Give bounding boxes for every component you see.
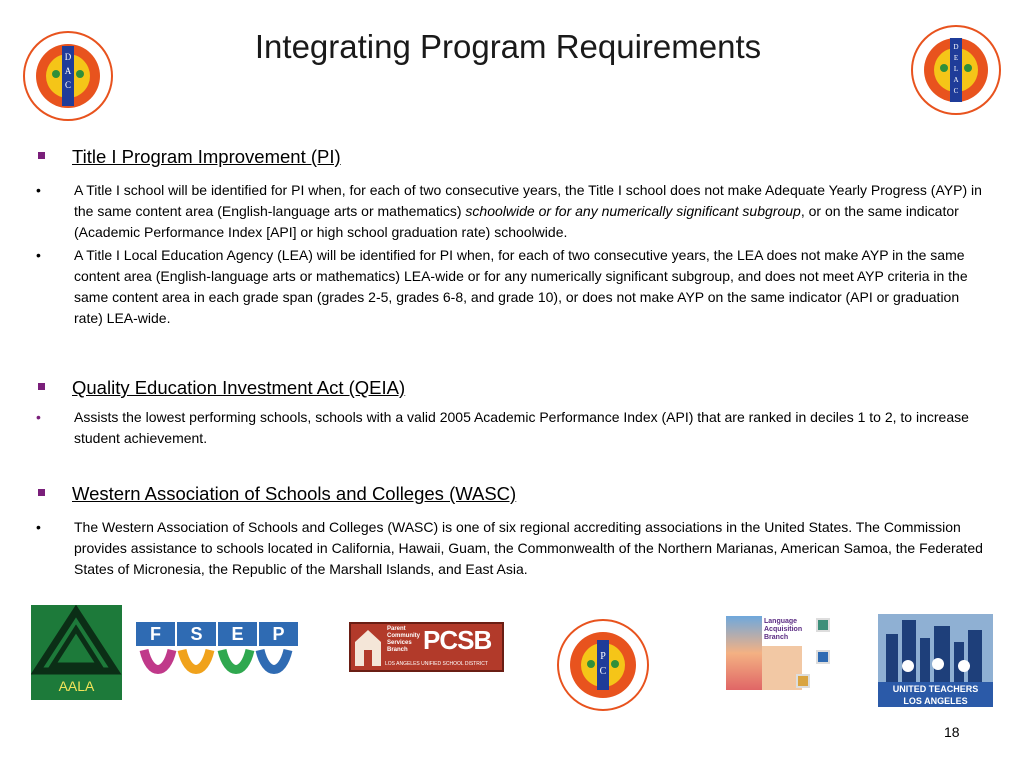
delac-seal-logo [910,24,1002,116]
language-acquisition-branch-logo [726,616,832,692]
slide-title: Integrating Program Requirements [254,28,762,65]
bullet-text: Assists the lowest performing schools, schools with a valid 2005 Academic Performance Index (API) that are ranked in deciles 1 to 2, to increase student achievement. [74,409,969,446]
aala-logo [31,605,122,700]
fsep-letter: S [177,622,216,646]
pcsb-big-text: PCSB [423,625,492,655]
aala-label: AALA [58,678,95,694]
fsep-letter: P [259,622,298,646]
fsep-letter: E [218,622,257,646]
bullet-dot-icon: • [36,519,41,535]
pc-seal-logo [556,614,650,716]
section-heading-text: Title I Program Improvement (PI) [72,146,341,167]
bullet-item [36,180,991,243]
utla-logo [878,614,993,707]
pcsb-bottom-text: LOS ANGELES UNIFIED SCHOOL DISTRICT [385,661,488,667]
section-heading-wasc [38,483,516,505]
pcsb-small-text: Services [387,640,412,646]
page-number: 18 [944,724,960,740]
seal-letter: E [953,54,959,62]
bullet-dot-icon: • [36,409,41,425]
pcsb-small-text: Branch [387,647,408,653]
section-heading-title-i [38,146,341,168]
pcsb-logo [349,622,504,672]
dac-seal-logo [22,30,114,122]
seal-letter: D [64,52,72,62]
seal-letter: A [64,66,72,76]
section-heading-qeia [38,377,405,399]
seal-letter: A [953,76,959,84]
bullet-item [36,245,991,329]
fsep-letter: F [136,622,175,646]
seal-letter: L [953,65,959,73]
bullet-square-icon [38,383,45,390]
pcsb-small-text: Community [387,633,420,639]
bullet-item [36,407,991,449]
lab-text: Acquisition [764,626,803,633]
lab-text: Branch [764,634,789,641]
seal-letter: C [64,80,72,90]
bullet-text: The Western Association of Schools and Colleges (WASC) is one of six regional accrediting associations in the United States. The Commission provides assistance to schools located in California, Hawaii, Guam, the Commonwealth of the Northern Marianas, American Samoa, the Federated States of Micronesia, the Republic of the Marshall Islands, and East Asia. [74,519,983,577]
seal-letter: D [953,43,959,51]
bullet-text: A Title I school will be identified for PI when, for each of two consecutive years, the Title I school does not make Adequate Yearly Progress (AYP) in the same content area (English-language arts or mathematics) schoolwide or for any numerically significant subgroup, or on the same indicator (Academic Performance Index [API] or high school graduation rate) schoolwide. [74,182,982,240]
utla-text: LOS ANGELES [903,696,968,706]
bullet-dot-icon: • [36,247,41,263]
bullet-item [36,517,991,580]
section-heading-text: Quality Education Investment Act (QEIA) [72,377,406,398]
bullet-text: A Title I Local Education Agency (LEA) will be identified for PI when, for each of two consecutive years, the LEA does not make AYP in the same content area (English-language arts or mathematics) LEA-wide or for any numerically significant subgroup, and does not meet AYP criteria in the same content area in each grade span (grades 2-5, grades 6-8, and grade 10), or does not make AYP on the same indicator (API or graduation rate) LEA-wide. [74,247,968,326]
lab-text: Language [764,618,798,625]
bullet-square-icon [38,489,45,496]
utla-text: UNITED TEACHERS [892,684,979,694]
bullet-dot-icon: • [36,182,41,198]
section-heading-text: Western Association of Schools and Colleges (WASC) [72,483,517,504]
bullet-square-icon [38,152,45,159]
seal-letter: C [953,87,959,95]
pcsb-small-text: Parent [387,626,406,632]
seal-letter: P [600,651,606,662]
fsep-logo [136,622,298,684]
seal-letter: C [599,666,607,677]
